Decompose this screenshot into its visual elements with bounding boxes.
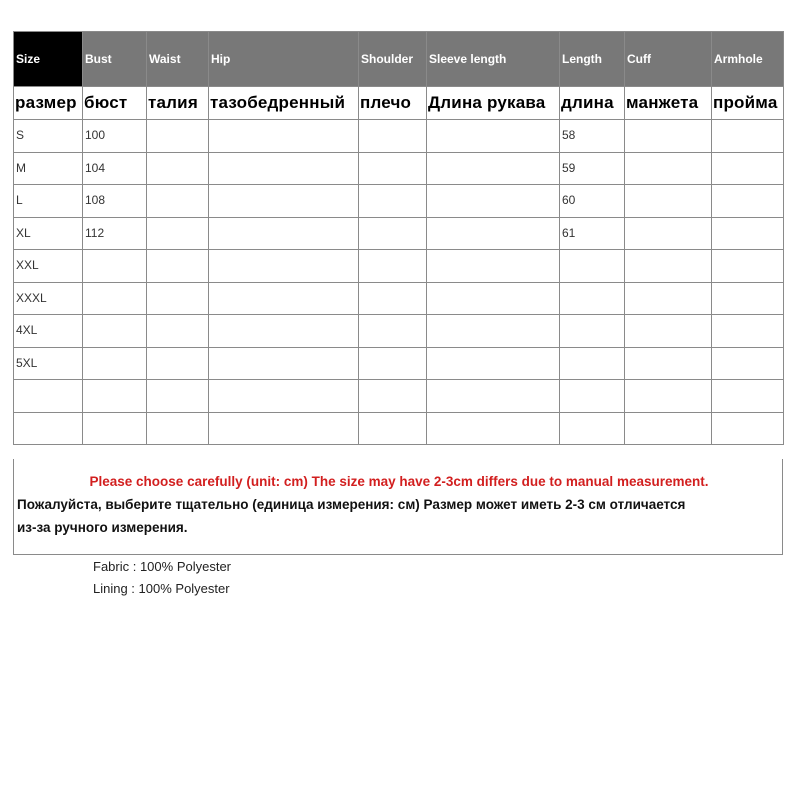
table-row bbox=[14, 315, 784, 348]
column-header-russian: Длина рукава bbox=[427, 87, 560, 120]
table-cell bbox=[427, 250, 560, 283]
table-cell bbox=[359, 315, 427, 348]
table-row bbox=[14, 412, 784, 445]
table-cell bbox=[14, 412, 83, 445]
table-cell bbox=[147, 282, 209, 315]
table-cell bbox=[560, 347, 625, 380]
table-cell bbox=[560, 412, 625, 445]
table-cell: 5XL bbox=[14, 347, 83, 380]
measurement-notice bbox=[13, 459, 783, 555]
table-cell: XXL bbox=[14, 250, 83, 283]
table-cell: 112 bbox=[83, 217, 147, 250]
table-cell bbox=[427, 412, 560, 445]
table-cell bbox=[625, 380, 712, 413]
table-cell bbox=[359, 412, 427, 445]
table-row bbox=[14, 380, 784, 413]
table-cell bbox=[427, 315, 560, 348]
column-header-russian: размер bbox=[14, 87, 83, 120]
table-cell bbox=[625, 120, 712, 153]
table-cell bbox=[209, 120, 359, 153]
table-cell bbox=[625, 185, 712, 218]
column-header-russian: бюст bbox=[83, 87, 147, 120]
table-cell bbox=[625, 250, 712, 283]
table-cell: 59 bbox=[560, 152, 625, 185]
notice-english: Please choose carefully (unit: cm) The size may have 2-3cm differs due to manual measurement. bbox=[89, 474, 709, 489]
table-row bbox=[14, 250, 784, 283]
column-header: Sleeve length bbox=[427, 32, 560, 87]
table-cell bbox=[147, 380, 209, 413]
table-cell: L bbox=[14, 185, 83, 218]
table-cell bbox=[14, 380, 83, 413]
table-cell bbox=[625, 217, 712, 250]
column-header: Size bbox=[14, 32, 83, 87]
table-cell bbox=[209, 347, 359, 380]
table-cell bbox=[712, 120, 784, 153]
table-cell bbox=[147, 315, 209, 348]
table-cell bbox=[712, 412, 784, 445]
column-header: Waist bbox=[147, 32, 209, 87]
column-header-russian: длина bbox=[560, 87, 625, 120]
fabric-info: Fabric : 100% Polyester bbox=[93, 559, 232, 574]
table-cell: 61 bbox=[560, 217, 625, 250]
table-cell: 100 bbox=[83, 120, 147, 153]
table-cell: 108 bbox=[83, 185, 147, 218]
table-cell: 60 bbox=[560, 185, 625, 218]
table-row bbox=[14, 217, 784, 250]
table-cell: 4XL bbox=[14, 315, 83, 348]
size-chart-table bbox=[13, 31, 784, 445]
table-cell bbox=[712, 347, 784, 380]
table-row bbox=[14, 282, 784, 315]
table-cell bbox=[209, 282, 359, 315]
table-cell bbox=[427, 185, 560, 218]
table-cell bbox=[209, 217, 359, 250]
table-cell bbox=[427, 282, 560, 315]
column-header-russian: талия bbox=[147, 87, 209, 120]
table-cell bbox=[359, 250, 427, 283]
table-cell bbox=[427, 152, 560, 185]
header-row-russian bbox=[14, 87, 784, 120]
table-cell bbox=[147, 217, 209, 250]
header-row-english bbox=[14, 32, 784, 87]
table-cell bbox=[147, 347, 209, 380]
table-cell bbox=[625, 412, 712, 445]
notice-russian-line-2: из-за ручного измерения. bbox=[17, 520, 188, 535]
table-cell bbox=[209, 315, 359, 348]
table-cell bbox=[359, 120, 427, 153]
notice-russian-line-1: Пожалуйста, выберите тщательно (единица измерения: см) Размер может иметь 2-3 см отличается bbox=[17, 497, 686, 512]
column-header-russian: плечо bbox=[359, 87, 427, 120]
table-cell bbox=[427, 380, 560, 413]
table-cell: XXXL bbox=[14, 282, 83, 315]
table-cell bbox=[209, 250, 359, 283]
table-cell: S bbox=[14, 120, 83, 153]
table-cell bbox=[359, 282, 427, 315]
table-cell bbox=[83, 250, 147, 283]
table-cell bbox=[712, 250, 784, 283]
table-cell bbox=[83, 380, 147, 413]
table-cell: 104 bbox=[83, 152, 147, 185]
table-cell bbox=[83, 315, 147, 348]
table-cell bbox=[359, 380, 427, 413]
column-header: Shoulder bbox=[359, 32, 427, 87]
table-cell bbox=[427, 120, 560, 153]
table-cell bbox=[147, 185, 209, 218]
table-cell: 58 bbox=[560, 120, 625, 153]
table-cell bbox=[147, 412, 209, 445]
table-row bbox=[14, 120, 784, 153]
table-cell bbox=[712, 380, 784, 413]
table-cell bbox=[560, 250, 625, 283]
table-cell bbox=[83, 282, 147, 315]
column-header: Hip bbox=[209, 32, 359, 87]
table-cell bbox=[712, 152, 784, 185]
column-header-russian: манжета bbox=[625, 87, 712, 120]
table-cell bbox=[560, 315, 625, 348]
column-header-russian: пройма bbox=[712, 87, 784, 120]
table-cell bbox=[209, 185, 359, 218]
table-cell bbox=[359, 185, 427, 218]
column-header: Bust bbox=[83, 32, 147, 87]
column-header: Armhole bbox=[712, 32, 784, 87]
table-cell bbox=[560, 282, 625, 315]
table-cell bbox=[625, 347, 712, 380]
table-cell bbox=[83, 412, 147, 445]
column-header: Cuff bbox=[625, 32, 712, 87]
table-row bbox=[14, 185, 784, 218]
table-cell bbox=[359, 152, 427, 185]
lining-info: Lining : 100% Polyester bbox=[93, 581, 230, 596]
table-cell bbox=[209, 152, 359, 185]
table-cell bbox=[712, 185, 784, 218]
table-cell bbox=[359, 347, 427, 380]
table-cell bbox=[427, 347, 560, 380]
table-cell bbox=[209, 412, 359, 445]
table-cell bbox=[625, 282, 712, 315]
column-header: Length bbox=[560, 32, 625, 87]
table-row bbox=[14, 347, 784, 380]
table-cell bbox=[625, 152, 712, 185]
table-cell bbox=[712, 282, 784, 315]
table-cell bbox=[427, 217, 560, 250]
table-cell bbox=[712, 217, 784, 250]
table-cell bbox=[359, 217, 427, 250]
table-cell bbox=[209, 380, 359, 413]
table-cell bbox=[147, 120, 209, 153]
table-cell bbox=[147, 250, 209, 283]
column-header-russian: тазобедренный bbox=[209, 87, 359, 120]
table-cell: M bbox=[14, 152, 83, 185]
table-cell bbox=[625, 315, 712, 348]
table-cell bbox=[560, 380, 625, 413]
table-cell bbox=[83, 347, 147, 380]
table-cell: XL bbox=[14, 217, 83, 250]
table-cell bbox=[147, 152, 209, 185]
table-row bbox=[14, 152, 784, 185]
table-cell bbox=[712, 315, 784, 348]
